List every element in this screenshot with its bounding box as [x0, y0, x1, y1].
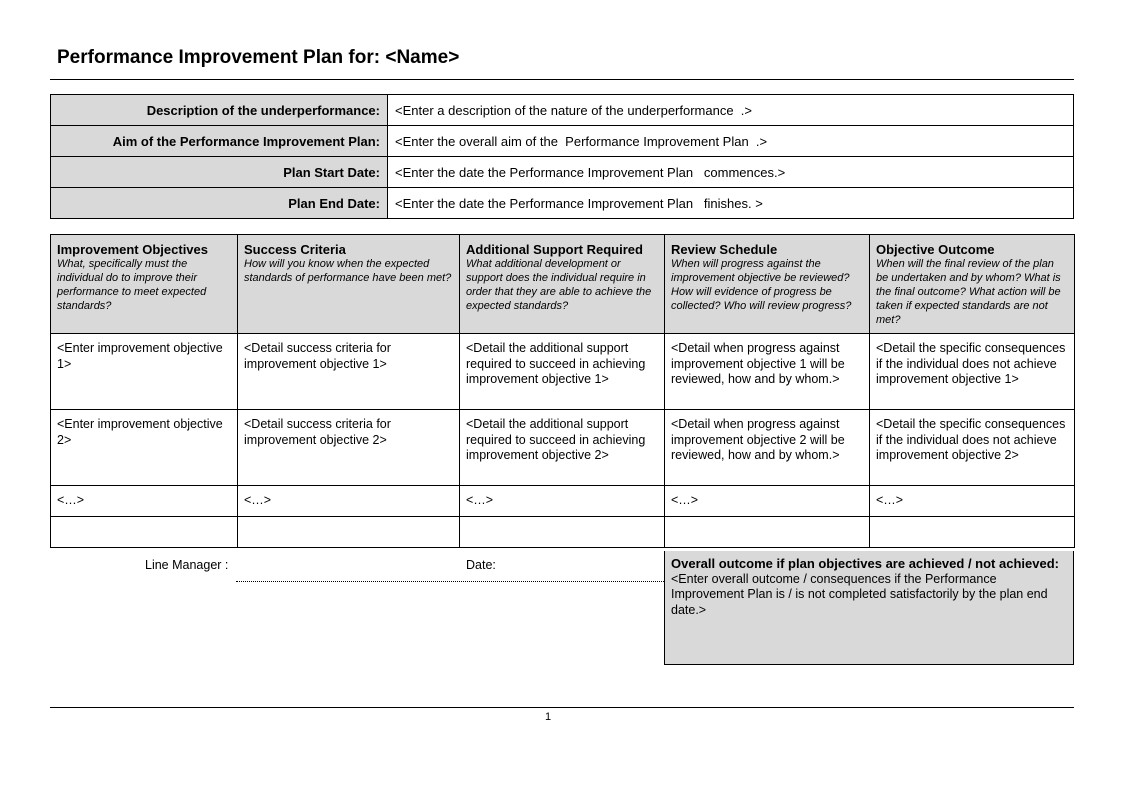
col-subheading: When will progress against the improvement objective be reviewed? How will evidence of progress be collected? Who will review progress? [671, 258, 852, 312]
col-subheading: When will the final review of the plan be undertaken and by whom? What is the final outcome? What action will be taken if expected standards are not met? [876, 258, 1061, 326]
table-row [51, 410, 1075, 486]
plan-info-table [50, 94, 1074, 219]
table-cell[interactable]: <…> [51, 486, 238, 517]
table-cell[interactable]: <…> [460, 486, 665, 517]
table-cell[interactable] [870, 517, 1075, 548]
description-field[interactable]: <Enter a description of the nature of the underperformance .> [388, 95, 1074, 126]
aim-label: Aim of the Performance Improvement Plan: [51, 126, 388, 157]
table-cell[interactable]: <…> [665, 486, 870, 517]
table-cell[interactable] [665, 517, 870, 548]
start-date-field[interactable]: <Enter the date the Performance Improvement Plan commences.> [388, 157, 1074, 188]
page-number: 1 [545, 711, 552, 723]
table-cell[interactable]: <…> [870, 486, 1075, 517]
col-heading: Objective Outcome [876, 242, 995, 257]
col-heading: Additional Support Required [466, 242, 643, 257]
col-subheading: What, specifically must the individual do to improve their performance to meet expected standards? [57, 258, 207, 312]
col-heading: Success Criteria [244, 242, 346, 257]
col-header-additional-support [460, 235, 665, 334]
date-label: Date: [466, 558, 496, 572]
col-header-improvement-objectives [51, 235, 238, 334]
col-header-objective-outcome [870, 235, 1075, 334]
title-divider [50, 79, 1074, 80]
col-header-success-criteria [238, 235, 460, 334]
end-date-field[interactable]: <Enter the date the Performance Improvement Plan finishes. > [388, 188, 1074, 219]
end-date-label: Plan End Date: [51, 188, 388, 219]
description-label: Description of the underperformance: [51, 95, 388, 126]
table-cell[interactable]: <Detail the specific consequences if the individual does not achieve improvement objective 1> [870, 334, 1075, 410]
footer-divider [50, 707, 1074, 708]
objectives-header-row [51, 235, 1075, 334]
table-cell[interactable]: <Detail the specific consequences if the individual does not achieve improvement objective 2> [870, 410, 1075, 486]
col-heading: Review Schedule [671, 242, 778, 257]
start-date-label: Plan Start Date: [51, 157, 388, 188]
col-subheading: How will you know when the expected standards of performance have been met? [244, 258, 452, 284]
overall-outcome-box[interactable] [664, 551, 1074, 665]
table-cell[interactable]: <Detail the additional support required to succeed in achieving improvement objective 1> [460, 334, 665, 410]
col-subheading: What additional development or support does the individual require in order that they are able to achieve the expected standards? [466, 258, 652, 312]
table-cell[interactable] [51, 517, 238, 548]
table-cell[interactable]: <…> [238, 486, 460, 517]
table-row [51, 486, 1075, 517]
table-cell[interactable]: <Detail the additional support required to succeed in achieving improvement objective 2> [460, 410, 665, 486]
table-cell[interactable] [460, 517, 665, 548]
info-row-description [51, 95, 1074, 126]
table-cell[interactable]: <Detail when progress against improvement objective 1 will be reviewed, how and by whom.> [665, 334, 870, 410]
aim-field[interactable]: <Enter the overall aim of the Performance Improvement Plan .> [388, 126, 1074, 157]
objectives-table [50, 234, 1075, 548]
table-cell[interactable] [238, 517, 460, 548]
table-row [51, 517, 1075, 548]
table-cell[interactable]: <Enter improvement objective 1> [51, 334, 238, 410]
page-title: Performance Improvement Plan for: <Name> [57, 47, 460, 68]
line-manager-label: Line Manager : [145, 558, 229, 572]
overall-outcome-text: <Enter overall outcome / consequences if the Performance Improvement Plan is / is not completed satisfactorily by the plan end date.> [671, 571, 1048, 617]
table-cell[interactable]: <Detail when progress against improvement objective 2 will be reviewed, how and by whom.> [665, 410, 870, 486]
col-header-review-schedule [665, 235, 870, 334]
table-cell[interactable]: <Detail success criteria for improvement objective 1> [238, 334, 460, 410]
col-heading: Improvement Objectives [57, 242, 208, 257]
table-cell[interactable]: <Detail success criteria for improvement objective 2> [238, 410, 460, 486]
info-row-end-date [51, 188, 1074, 219]
info-row-start-date [51, 157, 1074, 188]
signature-line[interactable] [236, 581, 664, 582]
info-row-aim [51, 126, 1074, 157]
table-row [51, 334, 1075, 410]
overall-outcome-heading: Overall outcome if plan objectives are achieved / not achieved: [671, 556, 1059, 571]
table-cell[interactable]: <Enter improvement objective 2> [51, 410, 238, 486]
